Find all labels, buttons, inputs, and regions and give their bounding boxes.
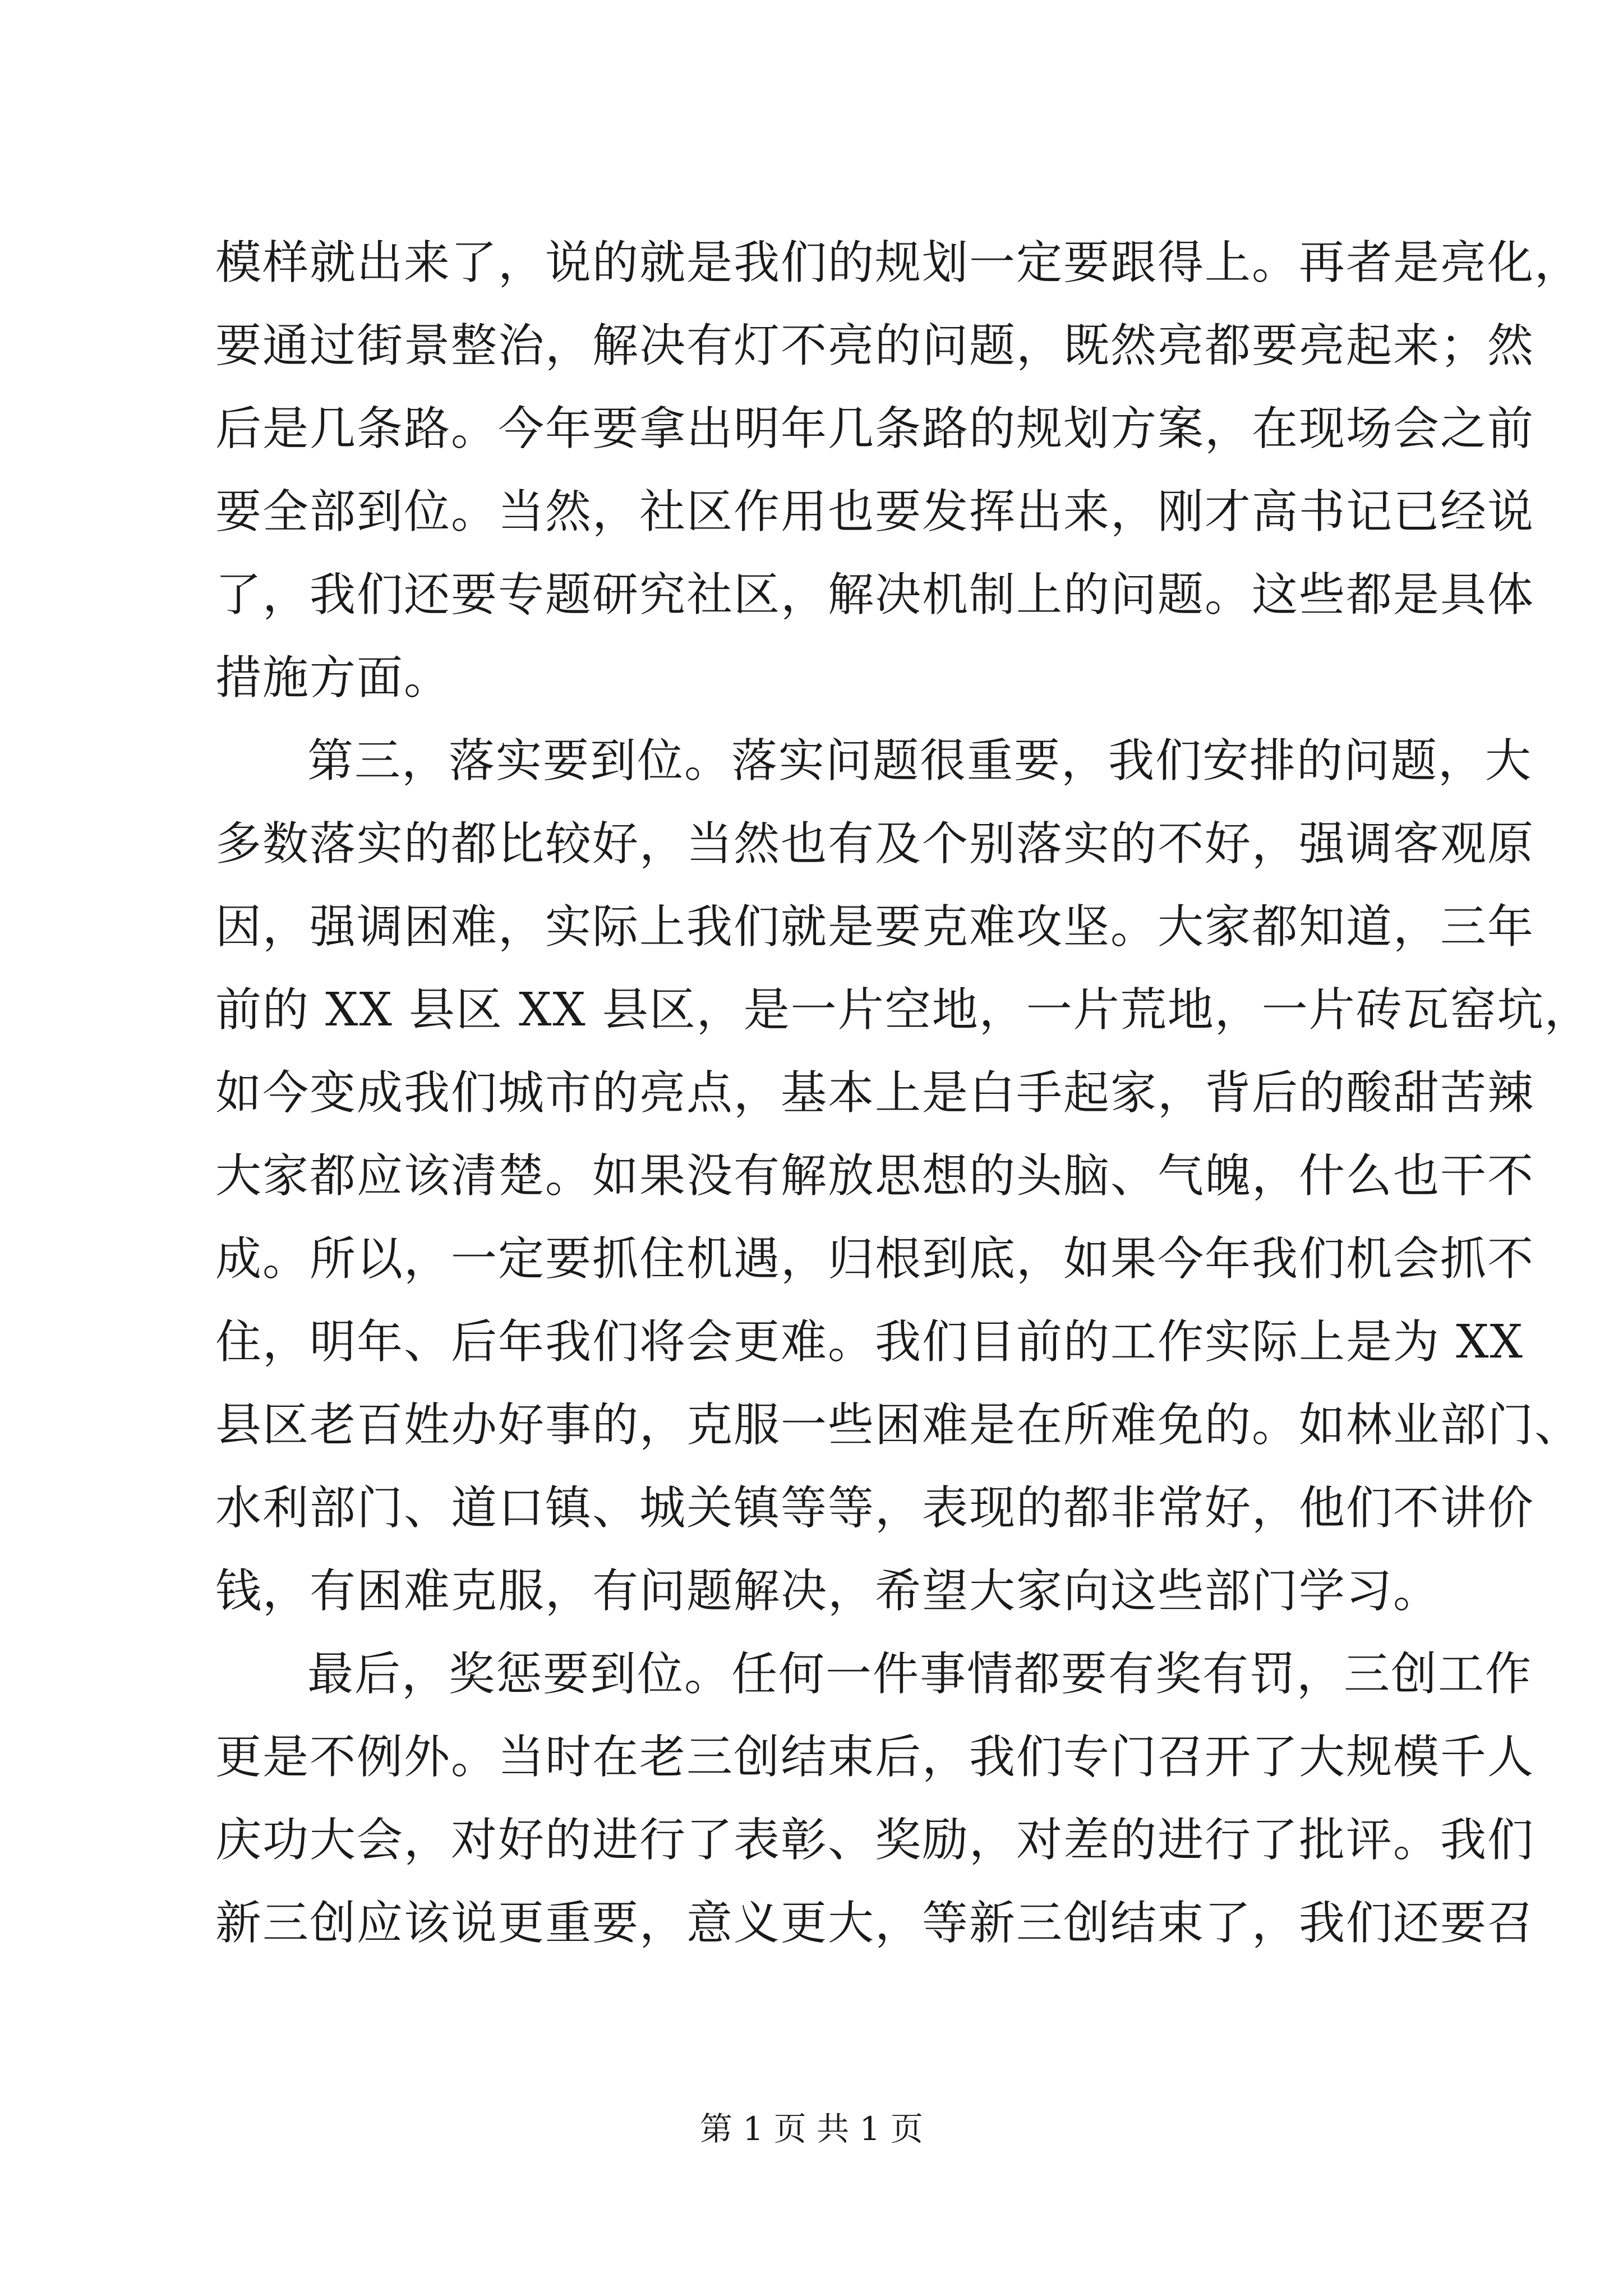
text-line: 钱，有困难克服，有问题解决，希望大家向这些部门学习。 (215, 1565, 1441, 1618)
text-line: 要全部到位。当然，社区作用也要发挥出来，刚才高书记已经说 (215, 485, 1535, 539)
text-line: 新三创应该说更重要，意义更大，等新三创结束了，我们还要召 (215, 1897, 1535, 1950)
text-line: 模样就出来了，说的就是我们的规划一定要跟得上。再者是亮化， (215, 236, 1582, 289)
text-line: 庆功大会，对好的进行了表彰、奖励，对差的进行了批评。我们 (215, 1814, 1535, 1867)
text-line: 了，我们还要专题研究社区，解决机制上的问题。这些都是具体 (215, 568, 1535, 622)
text-line: 要通过街景整治，解决有灯不亮的问题，既然亮都要亮起来；然 (215, 319, 1535, 372)
page-footer: 第 1 页 共 1 页 (700, 2110, 923, 2148)
text-line: 多数落实的都比较好，当然也有及个别落实的不好，强调客观原 (215, 817, 1535, 871)
text-line: 大家都应该清楚。如果没有解放思想的头脑、气魄，什么也干不 (215, 1149, 1535, 1203)
text-line: 措施方面。 (215, 651, 451, 705)
text-line: 后是几条路。今年要拿出明年几条路的规划方案，在现场会之前 (215, 402, 1535, 455)
text-line: 更是不例外。当时在老三创结束后，我们专门召开了大规模千人 (215, 1731, 1535, 1784)
text-line: 县区老百姓办好事的，克服一些困难是在所难免的。如林业部门、 (215, 1398, 1582, 1452)
paragraph-start-line: 第三，落实要到位。落实问题很重要，我们安排的问题，大 (307, 734, 1533, 788)
text-line: 因，强调困难，实际上我们就是要克难攻坚。大家都知道，三年 (215, 900, 1535, 954)
text-line: 前的 XX 县区 XX 县区，是一片空地，一片荒地，一片砖瓦窑坑， (215, 983, 1592, 1037)
body-text (215, 222, 1592, 1965)
text-line: 成。所以，一定要抓住机遇，归根到底，如果今年我们机会抓不 (215, 1232, 1535, 1286)
text-line: 住，明年、后年我们将会更难。我们目前的工作实际上是为 XX (215, 1315, 1524, 1369)
text-line: 如今变成我们城市的亮点，基本上是白手起家，背后的酸甜苦辣 (215, 1066, 1535, 1120)
paragraph-start-line: 最后，奖惩要到位。任何一件事情都要有奖有罚，三创工作 (307, 1648, 1533, 1701)
text-line: 水利部门、道口镇、城关镇等等，表现的都非常好，他们不讲价 (215, 1481, 1535, 1535)
